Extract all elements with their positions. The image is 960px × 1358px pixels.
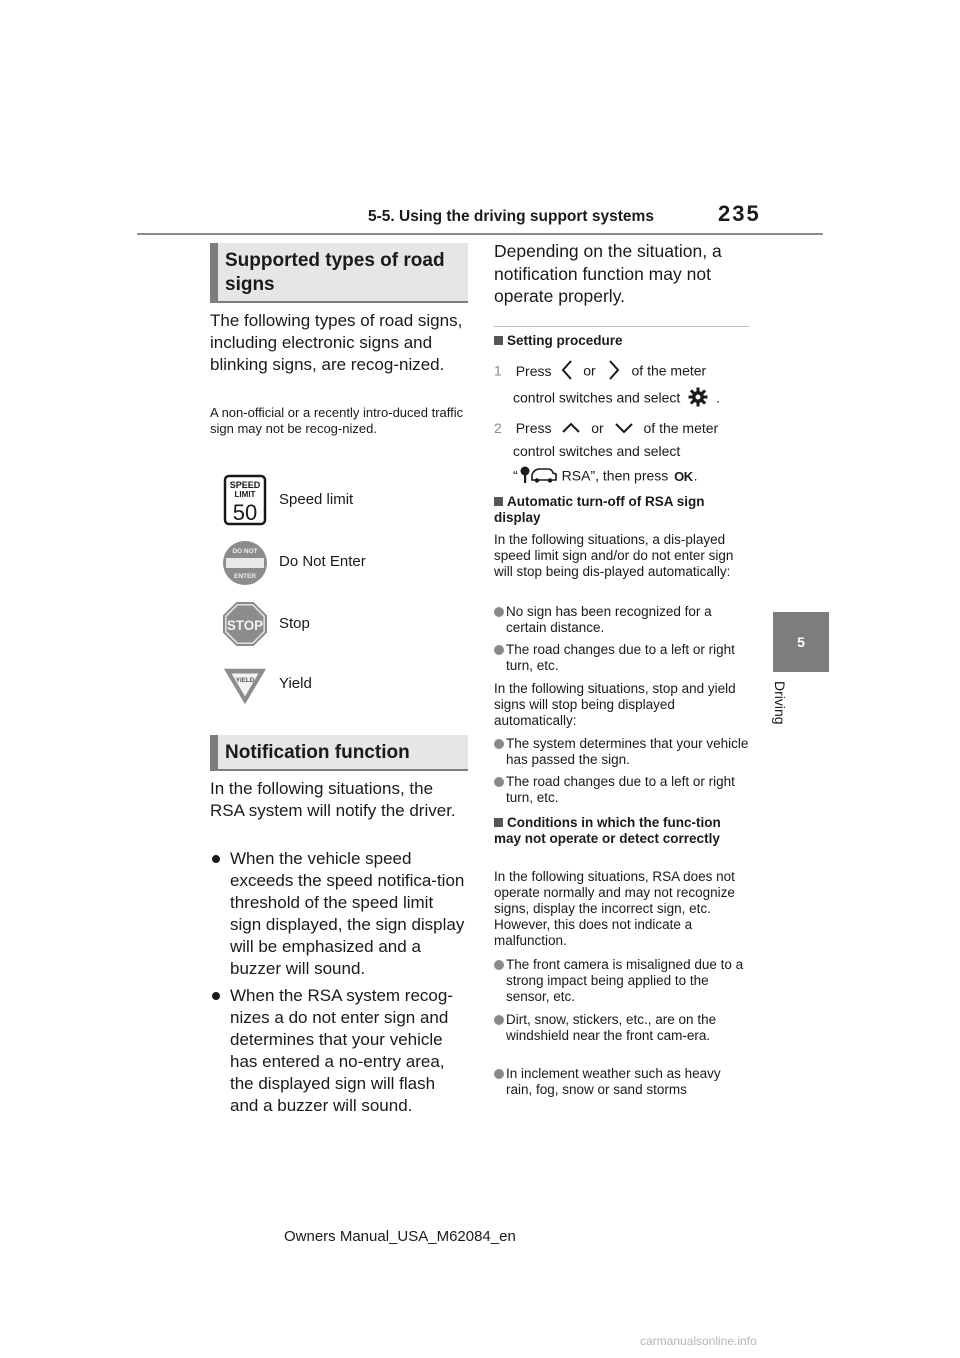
signs-intro: The following types of road signs, including electronic signs and blinking signs, are recog-nized.: [210, 311, 463, 374]
auto-turnoff-heading-text: Automatic turn-off of RSA sign display: [494, 494, 705, 525]
auto-turnoff-intro-1: In the following situations, a dis-played speed limit sign and/or do not enter sign will stop being dis-played automatically:: [494, 532, 734, 579]
auto-turnoff-intro-2: In the following situations, stop and yield signs will stop being displayed automatically:: [494, 681, 736, 728]
chapter-label: [766, 681, 796, 741]
bullet-dot: [494, 777, 504, 787]
auto-turnoff-bullet-text: The road changes due to a left or right turn, etc.: [506, 642, 735, 673]
step-2-continued: [513, 465, 758, 489]
svg-text:ENTER: ENTER: [233, 573, 257, 580]
conditions-heading-text: Conditions in which the func-tion may not operate or detect correctly: [494, 815, 721, 846]
heading-supported-signs: Supported types of road signs: [210, 243, 468, 303]
step-text: Press: [515, 420, 552, 436]
stop-sign-icon: [222, 600, 268, 648]
bullet-dot: [212, 992, 220, 1000]
section-title: 5-5. Using the driving support systems: [368, 208, 654, 225]
bullet-dot: [494, 1069, 504, 1079]
conditions-heading: [494, 815, 749, 847]
bullet-dot: [494, 1015, 504, 1025]
chapter-tab: [773, 612, 829, 672]
step-text: of the meter: [631, 362, 707, 379]
yield-sign-icon: [222, 662, 268, 710]
square-bullet: [494, 497, 503, 506]
speed-limit-sign-icon: [222, 476, 268, 524]
conditions-bullet: [494, 1066, 749, 1098]
step-text: of the meter: [643, 420, 719, 436]
watermark: carmanualsonline.info: [640, 1334, 757, 1348]
bullet-dot: [494, 960, 504, 970]
sign-row-do-not-enter: [222, 539, 366, 587]
svg-text:DO NOT: DO NOT: [232, 548, 258, 555]
notification-bullet-text: When the RSA system recog-nizes a do not enter sign and determines that your vehicle has entered a no-entry area, the displayed sign will flash and a buzzer will sound.: [230, 986, 453, 1115]
bullet-dot: [494, 739, 504, 749]
auto-turnoff-bullet-text: The system determines that your vehicle has passed the sign.: [506, 736, 749, 767]
heading-notification-function: Notification function: [210, 735, 468, 771]
notification-bullet: [212, 985, 468, 1117]
do-not-enter-sign-icon: [222, 539, 268, 587]
auto-turnoff-bullet: [494, 604, 749, 636]
chapter-label-text: Driving: [772, 681, 788, 725]
gear-icon: [688, 387, 708, 411]
step-1-continued: [513, 387, 758, 411]
conditions-bullet: [494, 1012, 749, 1044]
auto-turnoff-bullet: [494, 642, 749, 674]
bullet-dot: [212, 855, 220, 863]
chevron-down-icon: [614, 420, 634, 438]
footer-manual-id: Owners Manual_USA_M62084_en: [284, 1228, 516, 1245]
notification-bullet-text: When the vehicle speed exceeds the speed notifica-tion threshold of the speed limit sign displayed, the sign display will be emphasized and a buzzer will sound.: [230, 849, 465, 978]
step-2: [494, 419, 754, 438]
notification-bullet: [212, 848, 468, 980]
conditions-bullet-text: In inclement weather such as heavy rain, fog, snow or sand storms: [506, 1066, 721, 1097]
setting-heading-text: Setting procedure: [507, 333, 623, 348]
signs-note: A non-official or a recently intro-duced traffic sign may not be recog-nized.: [210, 405, 464, 436]
step-text: or: [583, 362, 596, 379]
bullet-dot: [494, 607, 504, 617]
auto-turnoff-heading: [494, 494, 749, 526]
auto-turnoff-bullet-text: No sign has been recognized for a certain distance.: [506, 604, 712, 635]
square-bullet: [494, 818, 503, 827]
setting-heading: [494, 333, 749, 349]
sign-row-yield: [222, 662, 312, 710]
step-text: .: [716, 389, 720, 406]
auto-turnoff-bullet: [494, 736, 749, 768]
auto-turnoff-bullet-text: The road changes due to a left or right turn, etc.: [506, 774, 735, 805]
right-intro: Depending on the situation, a notification function may not operate properly.: [494, 241, 722, 306]
rsa-sign-icon: [518, 465, 558, 489]
step-1: [494, 359, 754, 385]
sign-label-yield: Yield: [279, 675, 312, 692]
bullet-dot: [494, 645, 504, 655]
notification-intro: In the following situations, the RSA system will notify the driver.: [210, 779, 456, 820]
auto-turnoff-bullet: [494, 774, 749, 806]
step-text: RSA”, then press: [561, 467, 669, 484]
sign-row-stop: [222, 600, 310, 648]
chevron-right-icon: [608, 359, 620, 385]
conditions-bullet-text: The front camera is misaligned due to a strong impact being applied to the sensor, etc.: [506, 957, 744, 1004]
svg-text:YIELD: YIELD: [235, 677, 255, 685]
step-number: 1: [494, 362, 502, 379]
sign-label-speed-limit: Speed limit: [279, 491, 354, 508]
svg-text:50: 50: [232, 500, 258, 525]
step-text: .: [693, 467, 698, 484]
step-number: 2: [494, 420, 502, 436]
step-text: “: [513, 467, 518, 484]
ok-button-icon: OK: [674, 469, 693, 484]
svg-text:STOP: STOP: [226, 617, 264, 633]
conditions-bullet-text: Dirt, snow, stickers, etc., are on the windshield near the front cam-era.: [506, 1012, 717, 1043]
step-text: control switches and select: [513, 389, 681, 406]
square-bullet: [494, 336, 503, 345]
page-number: 235: [718, 201, 761, 226]
step-2-continued: control switches and select: [513, 443, 681, 459]
step-text: Press: [515, 362, 552, 379]
conditions-intro: In the following situations, RSA does not operate normally and may not recognize signs, display the incorrect sign, etc. However, this does not indicate a malfunction.: [494, 869, 735, 948]
sign-row-speed-limit: [222, 476, 354, 525]
sign-label-stop: Stop: [279, 615, 310, 632]
chapter-number: 5: [797, 634, 805, 650]
header-divider: [137, 233, 823, 235]
chevron-up-icon: [561, 420, 581, 438]
svg-text:LIMIT: LIMIT: [234, 490, 256, 499]
step-text: or: [591, 420, 604, 436]
conditions-bullet: [494, 957, 749, 1005]
right-divider: [494, 326, 749, 327]
svg-text:SPEED: SPEED: [229, 480, 261, 490]
chevron-left-icon: [561, 359, 573, 385]
sign-label-do-not-enter: Do Not Enter: [279, 553, 366, 570]
